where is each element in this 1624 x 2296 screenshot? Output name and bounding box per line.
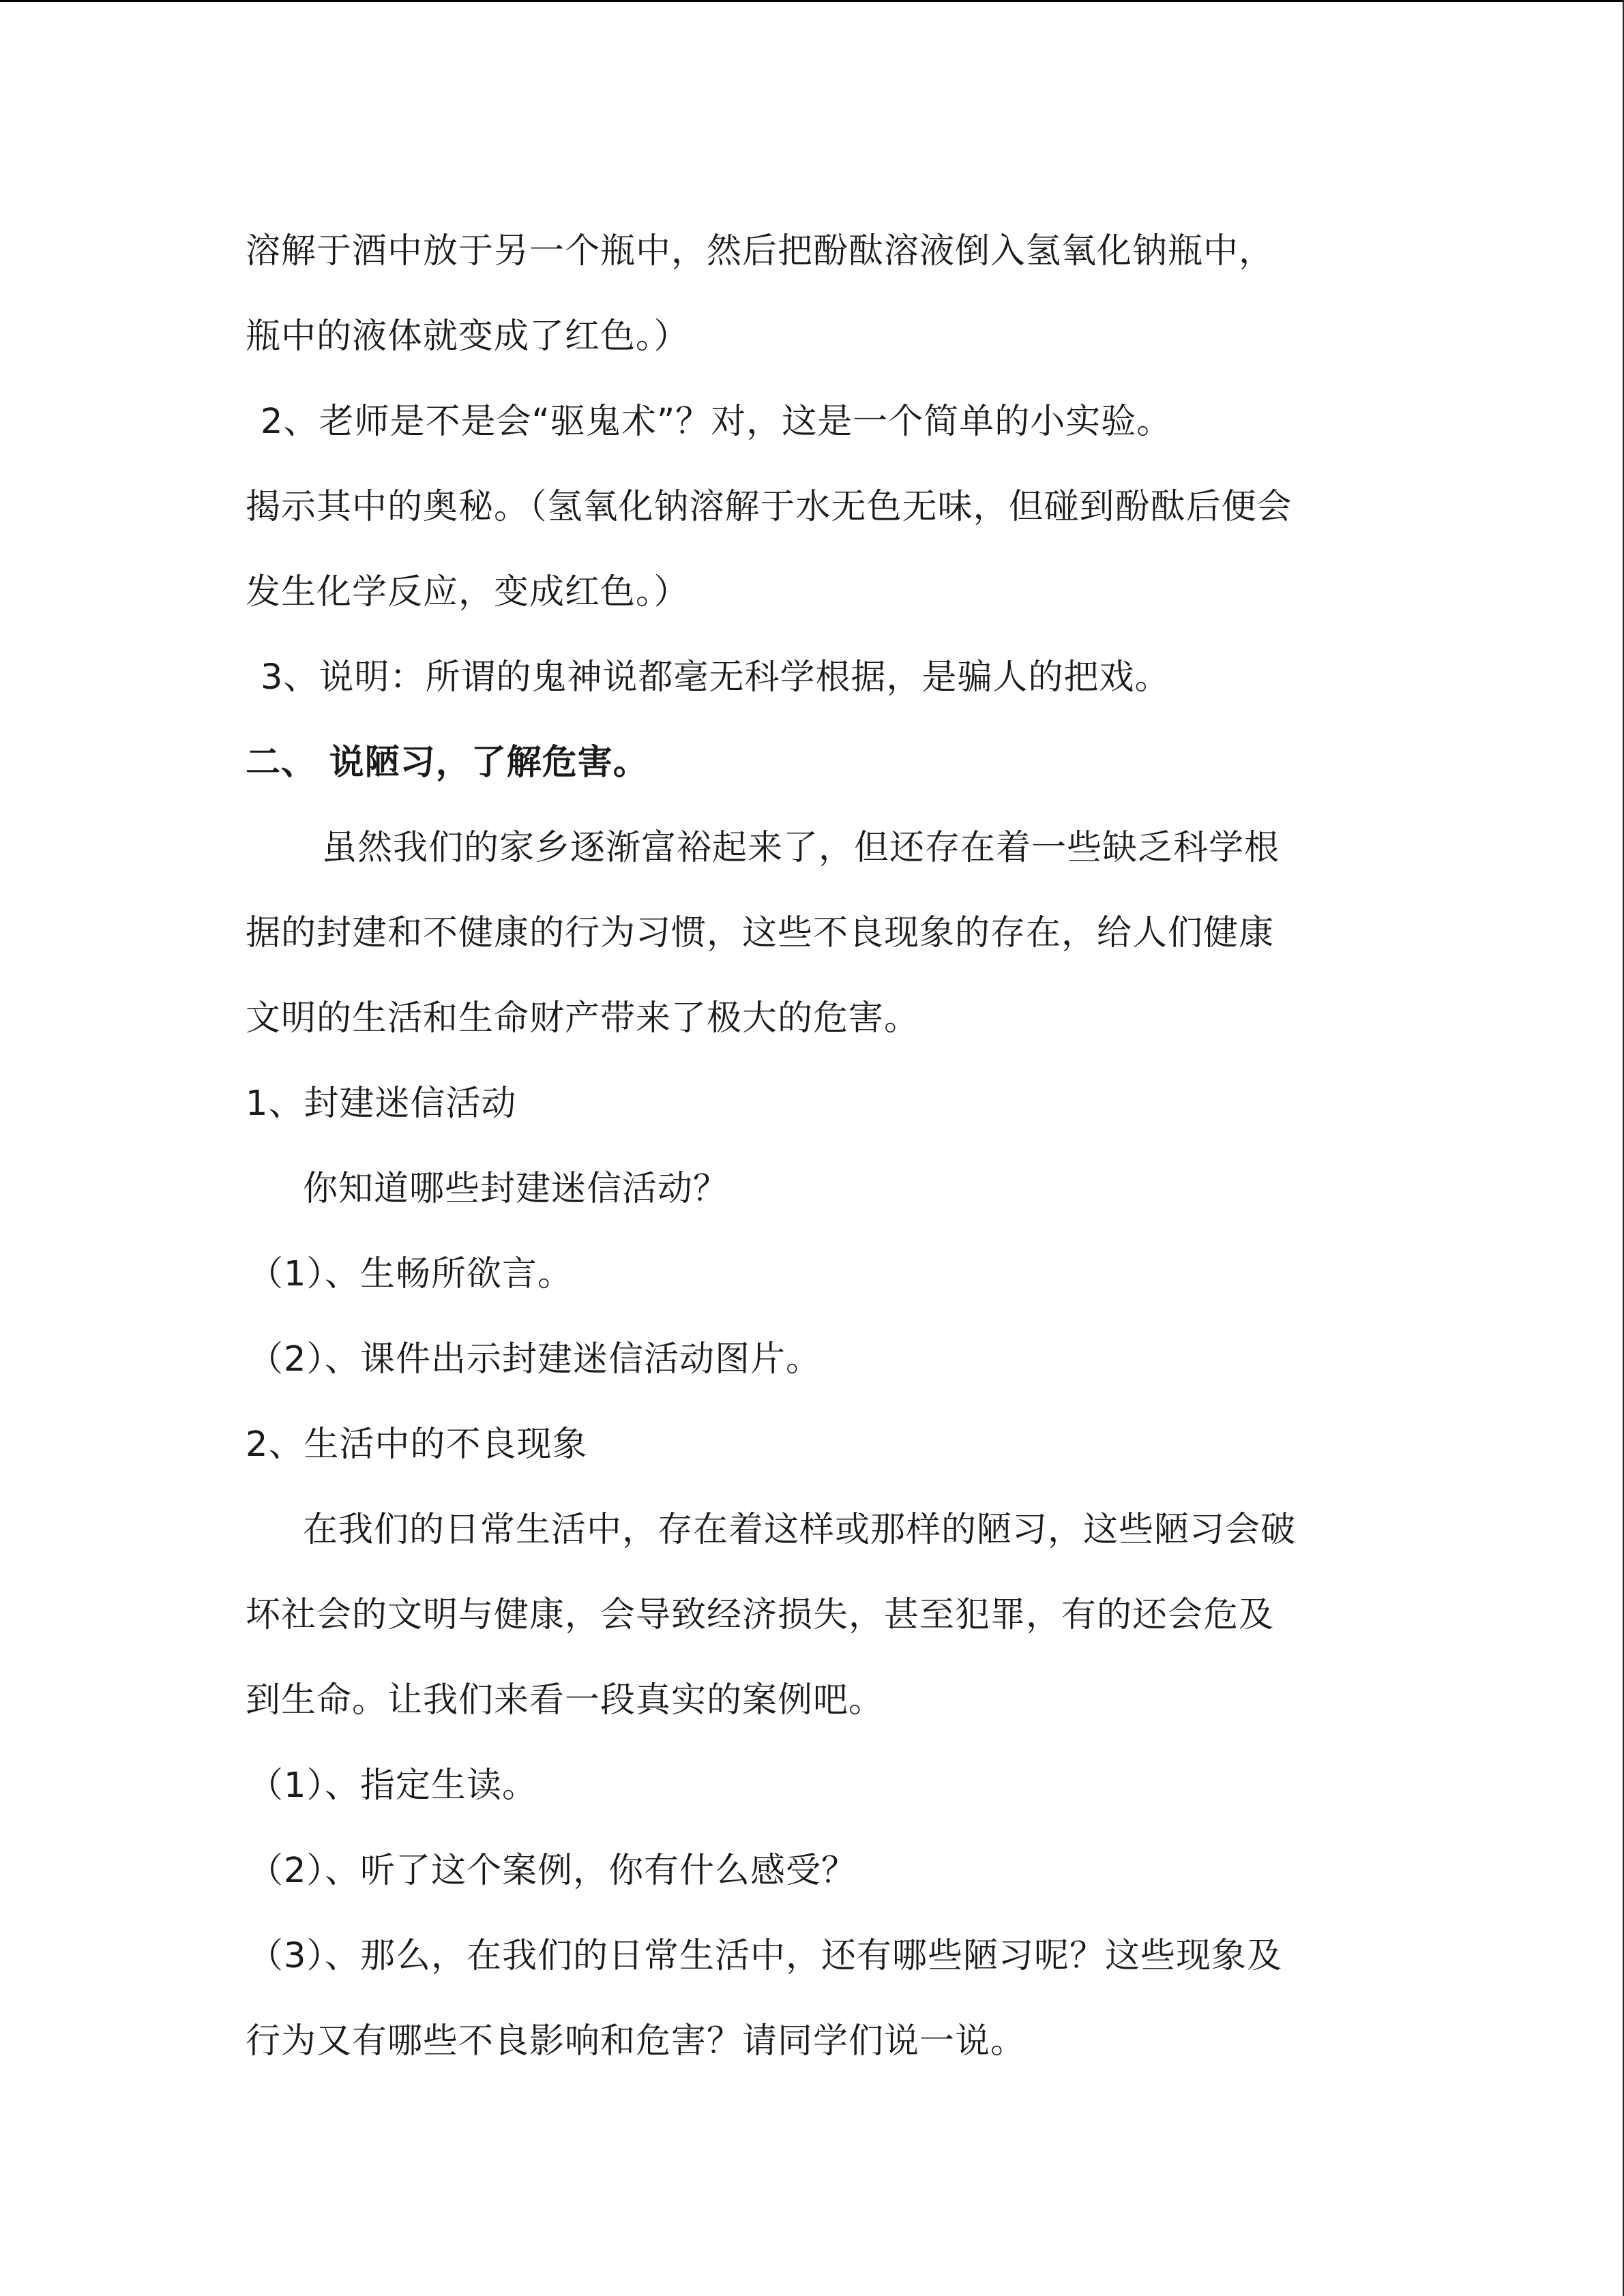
- list-item: （3）、那么，在我们的日常生活中，还有哪些陋习呢？这些现象及: [248, 1936, 1282, 1976]
- paragraph-line: 揭示其中的奥秘。（氢氧化钠溶解于水无色无味，但碰到酚酞后便会: [246, 487, 1293, 527]
- page-top-border: [0, 0, 1624, 2]
- paragraph-line: 瓶中的液体就变成了红色。）: [246, 316, 690, 357]
- paragraph-line: 你知道哪些封建迷信活动？: [303, 1169, 729, 1209]
- subheading-1: 1、封建迷信活动: [246, 1084, 517, 1124]
- paragraph-line: 坏社会的文明与健康，会导致经济损失，甚至犯罪，有的还会危及: [246, 1595, 1275, 1635]
- subheading-2: 2、生活中的不良现象: [246, 1425, 588, 1465]
- paragraph-line: 发生化学反应，变成红色。）: [246, 572, 690, 612]
- section-heading: 二、 说陋习，了解危害。: [246, 743, 649, 783]
- paragraph-line: 到生命。让我们来看一段真实的案例吧。: [246, 1680, 885, 1720]
- paragraph-line: 行为又有哪些不良影响和危害？请同学们说一说。: [246, 2021, 1027, 2061]
- paragraph-line: 虽然我们的家乡逐渐富裕起来了，但还存在着一些缺乏科学根: [322, 828, 1280, 868]
- list-item: （1）、指定生读。: [248, 1765, 537, 1806]
- paragraph-line: 在我们的日常生活中，存在着这样或那样的陋习，这些陋习会破: [303, 1510, 1297, 1550]
- paragraph-line: 据的封建和不健康的行为习惯，这些不良现象的存在，给人们健康: [246, 913, 1275, 953]
- list-item: （2）、听了这个案例，你有什么感受？: [248, 1851, 857, 1891]
- list-item: （2）、课件出示封建迷信活动图片。: [248, 1339, 821, 1380]
- list-item-2: 2、老师是不是会“驱鬼术”？对，这是一个简单的小实验。: [261, 402, 1172, 442]
- paragraph-line: 文明的生活和生命财产带来了极大的危害。: [246, 998, 920, 1039]
- document-body: [246, 209, 1405, 2084]
- paragraph-line: 溶解于酒中放于另一个瓶中，然后把酚酞溶液倒入氢氧化钠瓶中，: [246, 231, 1275, 271]
- list-item: （1）、生畅所欲言。: [248, 1254, 573, 1294]
- list-item-3: 3、说明：所谓的鬼神说都毫无科学根据，是骗人的把戏。: [261, 657, 1170, 698]
